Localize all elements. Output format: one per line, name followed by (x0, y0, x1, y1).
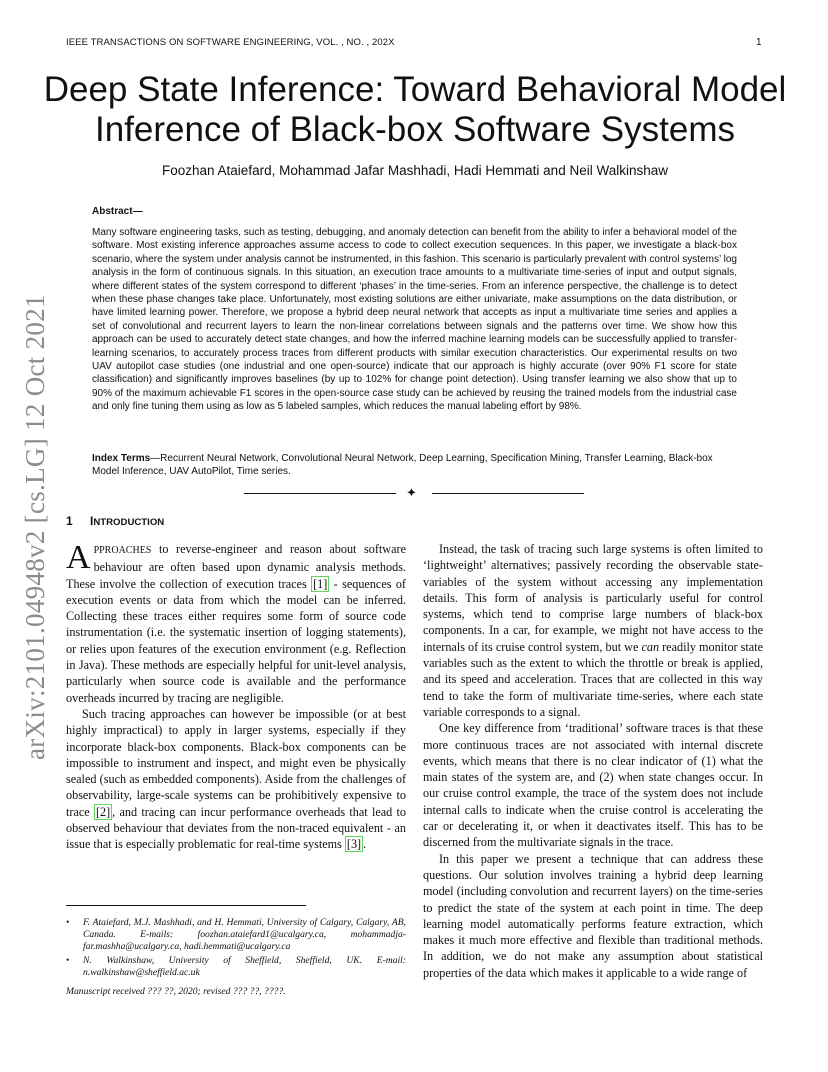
abstract-heading: Abstract— (92, 206, 143, 217)
intro-paragraph-5: In this paper we present a technique that can address these questions. Our solution involves training a hybrid deep learning model (including convolution and recurrent layers) on the time-series to predict the state of the system at each point in time. The deep learning model automatically performs feature extraction, which makes it much more effective and flexible than traditional methods. In addition, we do not make any assumption about statistical properties of the data which makes it applicable to a wide range of (423, 851, 763, 980)
footnotes (66, 917, 406, 998)
bullet-icon: • (66, 955, 70, 966)
divider-rule-right (432, 493, 584, 494)
author-list: Foozhan Ataiefard, Mohammad Jafar Mashhadi, Hadi Hemmati and Neil Walkinshaw (162, 163, 668, 178)
intro-paragraph-2 (66, 706, 406, 853)
index-terms (92, 452, 737, 479)
intro-text: readily monitor state variables such as the extent to which the throttle or break is applied, and its speed and acceleration. Traces that are collected in this way tend to take the form of multivariate time-series, where each state variable corresponds to a signal. (423, 639, 763, 719)
intro-text: . (363, 837, 367, 852)
arxiv-identifier-stamp[interactable]: arXiv:2101.04948v2 [cs.LG] 12 Oct 2021 (20, 294, 50, 760)
intro-text: Instead, the task of tracing such large systems is often limited to ‘lightweight’ alternatives; passively recording the observable state-variables of the system without accessing any implementation details. This form of analysis is particularly useful for control systems, which tend to comprise large numbers of black-box components. In a car, for example, we might not have access to the internals of its cruise control system, but we (423, 542, 763, 654)
section-number: 1 (66, 514, 73, 528)
bullet-icon: • (66, 917, 70, 928)
page-number: 1 (756, 37, 762, 48)
divider-rule-left (244, 493, 396, 494)
footnote-affiliation-2 (66, 955, 406, 979)
section-title-initial: I (90, 514, 94, 528)
abstract-text: Many software engineering tasks, such as testing, debugging, and anomaly detection can benefit from the ability to infer a behavioral model of the software. Most existing inference approaches assume access to code to collect execution sequences. In this paper, we investigate a black-box scenario, where the system under analysis cannot be instrumented, in this fashion. This scenario is particularly prevalent with control systems’ log analysis in the form of continuous signals. In this situation, an execution trace amounts to a multivariate time-series of input and output signals, where different states of the system correspond to different ‘phases’ in the time-series. From an inference perspective, the challenge is to detect when these phase changes take place. Unfortunately, most existing solutions are either univariate, make assumptions on the data distribution, or have limited learning power. Therefore, we propose a hybrid deep neural network that accepts as input a multivariate time series and applies a set of convolutional and recurrent layers to learn the non-linear correlations between signals and the patterns over time. We show how this approach can be used to accurately detect state changes, and how the inferred machine learning models can be successfully applied to transfer-learning scenarios, to accurately process traces from different products with similar execution characteristics. Our experimental results on two UAV autopilot case studies (one industrial and one open-source) indicate that our approach is highly accurate (over 90% F1 score for state classification) and significantly improves baselines (by up to 102% for change point detection). Using transfer learning we also show that up to 90% of the maximum achievable F1 scores in the open-source case study can be achieved by reusing the trained models from the industrial case and only fine tuning them using as low as 5 labeled samples, which reduces the manual labeling effort by 98%. (92, 227, 737, 413)
divider-ornament-icon: ✦ (406, 485, 417, 500)
intro-text: , and tracing can incur performance overheads that lead to observed behaviour that deviates from the non-traced equivalent - an issue that is especially problematic for real-time systems (66, 804, 406, 852)
section-heading-introduction (66, 514, 164, 528)
footnote-text: N. Walkinshaw, University of Sheffield, Sheffield, UK. E-mail: n.walkinshaw@sheffield.ac.uk (83, 955, 406, 978)
citation-link[interactable]: [1] (313, 576, 328, 591)
intro-paragraph-1 (66, 541, 406, 706)
emphasis-text: can (641, 639, 660, 654)
manuscript-dates: Manuscript received ??? ??, 2020; revised ??? ??, ????. (66, 986, 286, 997)
citation-link[interactable]: [2] (95, 804, 111, 819)
intro-smallcaps-word: PPROACHES (93, 545, 152, 556)
left-column (66, 541, 406, 853)
intro-paragraph-3 (423, 541, 763, 720)
citation-link[interactable]: [3] (346, 837, 362, 852)
drop-cap: A (66, 539, 91, 576)
section-title-rest: NTRODUCTION (93, 517, 165, 528)
section-divider (244, 485, 584, 500)
intro-text: - sequences of execution events or data from which the model can be inferred. Collecting these traces either requires some form of source code instrumentation (i.e. the systematic insertion of logging statements), or relies upon features of the execution environment (e.g. Reflection in Java). These methods are especially helpful for unit-level analysis, particularly when source code is available and the performance overheads incurred by tracing are negligible. (66, 576, 406, 705)
right-column (423, 541, 763, 981)
footnote-text: F. Ataiefard, M.J. Mashhadi, and H. Hemmati, University of Calgary, Calgary, AB, Canada. E-mails: foozhan.ataiefard1@ucalgary.ca, mohammadja-far.mashha@ucalgary.ca, hadi.hemmati@ucalgary.ca (83, 917, 406, 952)
index-terms-text: —Recurrent Neural Network, Convolutional Neural Network, Deep Learning, Specification Mining, Transfer Learning, Black-box Model Inference, UAV AutoPilot, Time series. (92, 453, 713, 478)
footnote-affiliation-1 (66, 917, 406, 953)
index-terms-label: Index Terms (92, 453, 151, 464)
intro-text: Such tracing approaches can however be impossible (or at best highly impractical) to apply in larger systems, especially if they incorporate black-box components. Black-box components can be impossible to instrument and inspect, and might even be physically sealed (such as embedded components). Aside from the challenges of observability, large-scale systems can be prohibitively expensive to trace (66, 706, 406, 819)
running-head: IEEE TRANSACTIONS ON SOFTWARE ENGINEERING, VOL. , NO. , 202X (66, 37, 395, 48)
intro-paragraph-4: One key difference from ‘traditional’ software traces is that these more continuous traces are not associated with internal discrete events, which means that there is no clear indicator of (1) what the main states of the system are, and (2) when state changes occur. In our cruise control example, the trace of the system does not include internal calls to indicate when the cruise control is accelerating the car or decelerating it, or when it deactivates itself. This has to be discerned from the multivariate signals in the trace. (423, 721, 763, 850)
footnote-rule (66, 905, 306, 906)
intro-text: to reverse-engineer and reason about software behaviour are often based upon dynamic analysis methods. These involve the collection of execution traces (66, 542, 406, 591)
paper-title: Deep State Inference: Toward Behavioral Model Inference of Black-box Software Systems (43, 70, 787, 149)
